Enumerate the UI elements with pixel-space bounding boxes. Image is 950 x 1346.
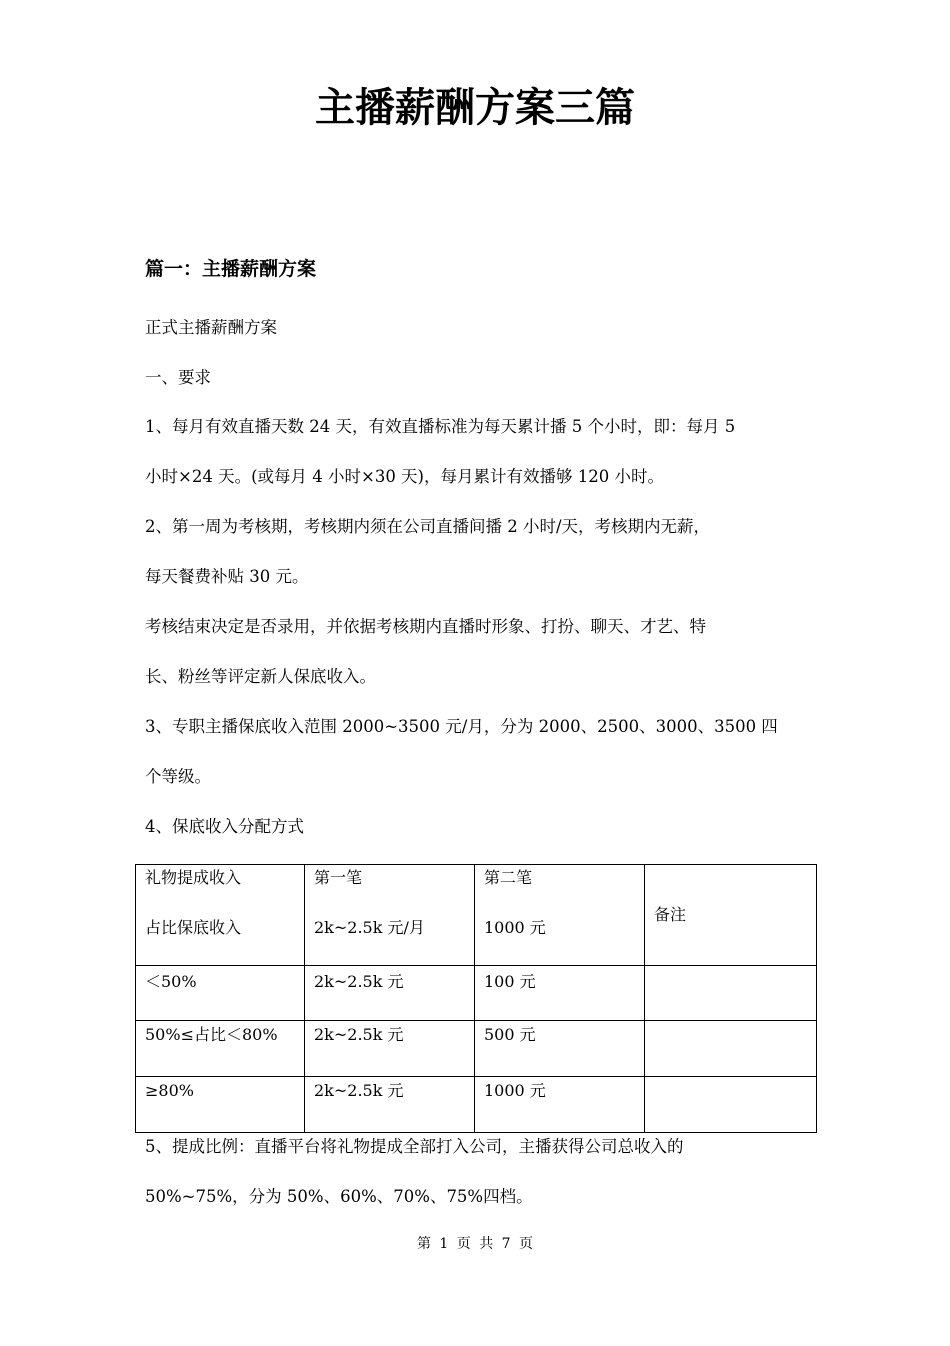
cell-note [645, 966, 817, 1021]
table-header-row [136, 865, 817, 966]
section-heading: 篇一：主播薪酬方案 [145, 258, 317, 280]
cell-second: 1000 元 [475, 1077, 645, 1133]
cell-note [645, 1021, 817, 1077]
paragraph-item-2-line-1: 2、第一周为考核期，考核期内须在公司直播间播 2 小时/天，考核期内无薪， [145, 517, 711, 536]
cell-note [645, 1077, 817, 1133]
cell-ratio: ＜50% [136, 966, 305, 1021]
paragraph-item-2-line-2: 每天餐费补贴 30 元。 [145, 567, 309, 586]
header-second-line-2: 1000 元 [484, 918, 546, 937]
cell-ratio: 50%≤占比＜80% [136, 1021, 305, 1077]
cell-second: 100 元 [475, 966, 645, 1021]
cell-ratio: ≥80% [136, 1077, 305, 1133]
cell-second: 500 元 [475, 1021, 645, 1077]
header-second-line-1: 第二笔 [484, 868, 533, 887]
header-cell-first [305, 865, 475, 966]
table-row [136, 1021, 817, 1077]
cell-first: 2k~2.5k 元 [305, 966, 475, 1021]
paragraph-item-4: 4、保底收入分配方式 [145, 817, 304, 836]
document-title: 主播薪酬方案三篇 [315, 85, 635, 131]
paragraph-subtitle: 正式主播薪酬方案 [145, 318, 277, 337]
paragraph-item-5-line-2: 50%~75%，分为 50%、60%、70%、75%四档。 [145, 1187, 533, 1206]
header-cell-ratio [136, 865, 305, 966]
header-first-line-1: 第一笔 [314, 868, 363, 887]
cell-first: 2k~2.5k 元 [305, 1021, 475, 1077]
paragraph-requirements-heading: 一、要求 [145, 368, 211, 387]
paragraph-assessment-line-1: 考核结束决定是否录用，并依据考核期内直播时形象、打扮、聊天、才艺、特 [145, 617, 706, 636]
header-first-line-2: 2k~2.5k 元/月 [314, 918, 425, 937]
header-ratio-line-1: 礼物提成收入 [145, 868, 242, 887]
header-ratio-line-2: 占比保底收入 [145, 918, 242, 937]
paragraph-item-5-line-1: 5、提成比例：直播平台将礼物提成全部打入公司，主播获得公司总收入的 [145, 1137, 684, 1156]
table-row [136, 1077, 817, 1133]
paragraph-item-3-line-2: 个等级。 [145, 767, 211, 786]
paragraph-assessment-line-2: 长、粉丝等评定新人保底收入。 [145, 667, 376, 686]
income-allocation-table [135, 864, 817, 1133]
paragraph-item-3-line-1: 3、专职主播保底收入范围 2000~3500 元/月，分为 2000、2500、3000、3500 四 [145, 717, 778, 736]
paragraph-item-1-line-1: 1、每月有效直播天数 24 天，有效直播标准为每天累计播 5 个小时，即：每月 5 [145, 417, 736, 436]
page-number-footer: 第 1 页 共 7 页 [416, 1236, 534, 1252]
table-row [136, 966, 817, 1021]
header-cell-second [475, 865, 645, 966]
cell-first: 2k~2.5k 元 [305, 1077, 475, 1133]
header-cell-note: 备注 [645, 865, 817, 966]
paragraph-item-1-line-2: 小时×24 天。(或每月 4 小时×30 天)，每月累计有效播够 120 小时。 [145, 467, 664, 486]
